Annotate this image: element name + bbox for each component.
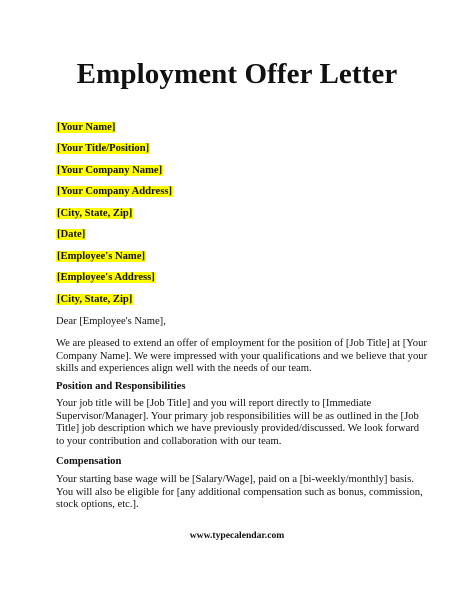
- highlighted-text: [Employee's Address]: [57, 272, 155, 283]
- highlighted-text: [Your Title/Position]: [57, 143, 150, 154]
- highlighted-text: [City, State, Zip]: [57, 208, 133, 219]
- field-city-state-zip: [56, 207, 133, 220]
- highlighted-text: [Your Company Name]: [57, 165, 163, 176]
- highlighted-text: [Your Name]: [57, 122, 116, 133]
- highlighted-text: [City, State, Zip]: [57, 294, 133, 305]
- field-company-address: [56, 185, 173, 198]
- section-body-compensation: Your starting base wage will be [Salary/Wage], paid on a [bi-weekly/monthly] basis. You will also be eligible for [any additional compensation such as bonus, commission, stock options, etc.].: [56, 474, 423, 511]
- section-heading-compensation: Compensation: [56, 456, 122, 467]
- salutation: Dear [Employee's Name],: [56, 316, 166, 327]
- field-date: [56, 228, 86, 241]
- footer-website: www.typecalendar.com: [189, 530, 285, 541]
- section-heading-position: Position and Responsibilities: [56, 381, 186, 392]
- highlighted-text: [Your Company Address]: [57, 186, 172, 197]
- field-employee-city-state-zip: [56, 293, 133, 306]
- highlighted-text: [Employee's Name]: [57, 251, 145, 262]
- field-employee-address: [56, 271, 156, 284]
- field-company-name: [56, 164, 163, 177]
- highlighted-text: [Date]: [57, 229, 86, 240]
- field-employee-name: [56, 250, 146, 263]
- field-your-title: [56, 142, 150, 155]
- page-title: Employment Offer Letter: [76, 58, 398, 90]
- field-your-name: [56, 121, 116, 134]
- section-body-position: Your job title will be [Job Title] and you will report directly to [Immediate Supervisor/Manager]. Your primary job responsibilities will be as outlined in the [Job Title] job description which we have previously provided/discussed. We look forward to your contribution and collaboration with our team.: [56, 398, 420, 447]
- intro-paragraph: We are pleased to extend an offer of employment for the position of [Job Title] at [Your Company Name]. We were impressed with your qualifications and we believe that your skills and experiences align well with the needs of our team.: [56, 338, 428, 375]
